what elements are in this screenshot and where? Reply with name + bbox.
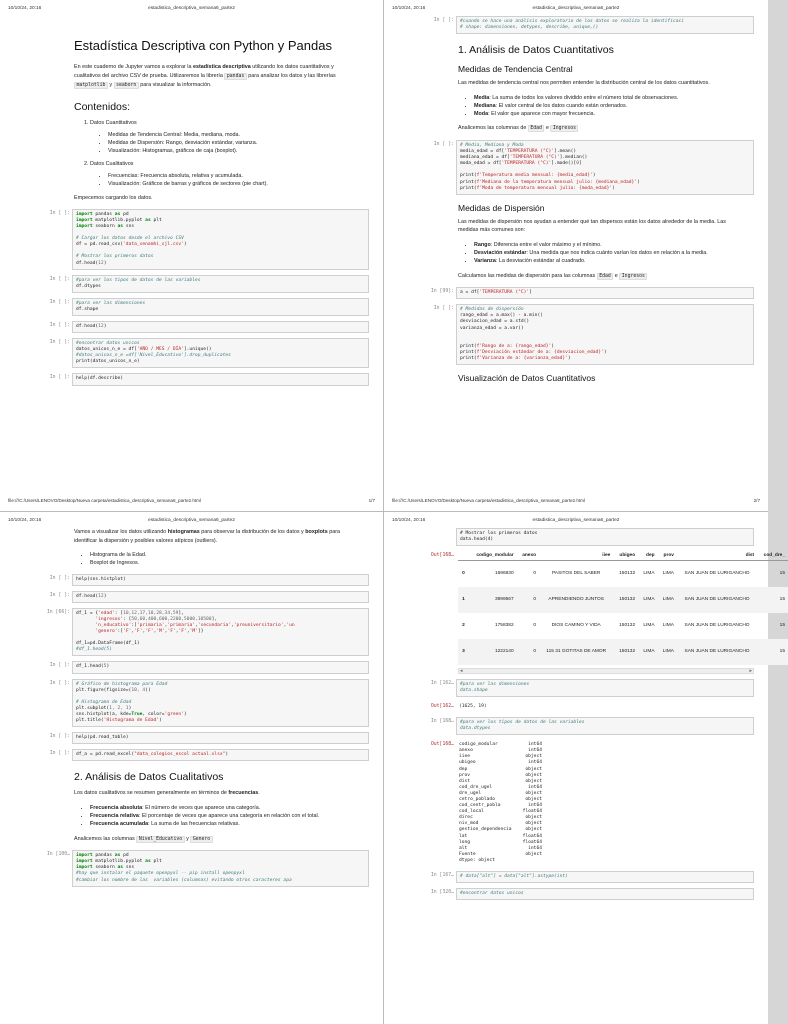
table-cell: LIMA [638,639,657,665]
table-cell: 0 [517,587,539,613]
code-editor[interactable]: #para ver los tipos de datos de las variables df.dtypes [72,275,369,293]
table-row [458,613,788,639]
code-cell[interactable]: In [ ]: #encontrar datos unicos datos_unicos_n_e = df['AÑO / MES / DÍA'].unique() #datos_unicos_n_e =df['Nivel_Educativo'].drop_duplicates print(datos_unicos_n_e) [30,338,369,368]
bullet-list [90,804,353,829]
table-cell: PASITOS DEL SABER [551,570,601,576]
code-editor[interactable]: #para ver los tipos de datos de las variables data.dtypes [456,717,754,735]
code-editor[interactable]: df_1 = {'edad': [10,12,17,18,28,34,59], 'ingresos': [50,60,400,600,2200,5000,10500], 'n_educativo':['primaria','primaria','secundaria','preuniversitario','un 'genero':['F','F','F','M','F','F','M']} df_1=pd.DataFrame(df_1) #df_1.head(5) [72,608,369,657]
list-item: • Medidas de Dispersión: Rango, desviación estándar, varianza. [108,139,353,147]
notebook-content: Vamos a visualizar los datos utilizando histogramas para observar la distribución de los datos y boxplots para identificar la dispersión y posibles valores atípicos (outliers). • Histograma de la Edad. • Boxplot de Ingresos. In [ ]: help(sns.histplot) In [ ]: df.head(12) In [66]: df_1 = {'edad': [10,12,17,18,28,34,59], 'ingresos': [50,60,400,600,2200,5000,10500], 'n_educativo':['primaria','primaria','secundaria','preuniversitario','un 'genero':['F','F','F','M','F','F','M']} df_1=pd.DataFrame(df_1) #df_1.head(5) In [ ]: df_1.head(5) In [ ]: # Gráfico de histograma para Edad plt.figure(figsize=(10, 4)) # Histograma de Edad plt.subplot(1, 2, 1) sns.histplot(a, kde=True, color='green') plt.title('Histograma de Edad') In [ ]: help(pd.read_table) In [ ]: df_a = pd.read_excel("data_colegios_escol actual.xlsx") 2. Análisis de Datos Cualitativos Los datos cualitativos se resumen generalmente en términos de frecuencias. • Frecuencia absoluta: El número de veces que aparece una categoría. • Frecuencia relativa: El porcentaje de veces que aparece una categoría en relación con el total. • Frecuencia acumulada: La suma de las frecuencias relativas. Analicemos las columnas Nivel_Educativo y Genero In [100… import pandas as pd import matplotlib.pyplot as plt import seaborn as sns #hay que instalar el paquete openpyxl -- pip install openpyxl #cambiar los nombre de las variables (columnas) evitando otros caracteres apa [30,528,369,1010]
code-cell[interactable]: In [ ]: df.head(12) [30,591,369,603]
code-cell[interactable]: In [ ]: # Gráfico de histograma para Edad plt.figure(figsize=(10, 4)) # Histograma de Edad plt.subplot(1, 2, 1) sns.histplot(a, kde=True, color='green') plt.title('Histograma de Edad') [30,679,369,728]
code-editor[interactable]: #cuando se hace una análisis exploratorio de los datos se realiza la identificaci # shape: dimensiones, detypes, describe, unique,() [456,16,754,34]
table-cell: 15 [779,570,785,576]
section-heading: 2. Análisis de Datos Cualitativos [74,771,224,784]
bullet-list [474,94,738,119]
code-editor[interactable]: a = df['TEMPERATURA (°C)'] [456,287,754,299]
shape-output: (1625, 19) [459,703,487,709]
code-editor[interactable]: # Mostrar los primeros datos data.head(4) [456,528,754,546]
dataframe-output [456,551,785,674]
table-cell: 1696830 [494,570,514,576]
table-cell: 150132 [613,587,638,613]
list-item: • Media: La suma de todos los valores dividido entre el número total de observaciones. [474,94,738,102]
list-item: • Boxplot de Ingresos. [90,559,353,567]
code-editor[interactable]: help(pd.read_table) [72,732,369,744]
output-cell: Out[168… codigo_modular int64 anexo int64 iiee object ubigeo int64 dep object prov object dist object cod_dre_ugel int64 dre_ugel object cetro_poblado object cod_centr_pobla int64 cod_local float64 direc object niv_mod object gestion_dependencia object lat float64 long float64 alt int64 Fuente object dtype: object [414,740,754,866]
column-header: cod_dre_ [757,551,788,561]
intro-paragraph: En este cuaderno de Jupyter vamos a explorar la estadística descriptiva utilizando los datos cuantitativos y cualitativos del archivo CSV de prueba. Utilizaremos la librería pandas para analizar los datos y las librerías matplotlib y seaborn para visualizar la información. [74,64,336,89]
dtypes-output: codigo_modular int64 anexo int64 iiee object ubigeo int64 dep object prov object dist object cod_dre_ugel int64 dre_ugel object cetro_poblado object cod_centr_pobla int64 cod_local float64 direc object niv_mod object gestion_dependencia object lat float64 long float64 alt int64 Fuente object dtype: object [459,742,542,863]
notebook-content: In [ ]: #cuando se hace una análisis exploratorio de los datos se realiza la identificaci # shape: dimensiones, detypes, describe, unique,() 1. Análisis de Datos Cuantitativos Medidas de Tendencia Central Las medidas de tendencia central nos permiten entender la distribución central de los datos cuantitativos. • Media: La suma de todos los valores dividido entre el número total de observaciones. • Mediana: El valor central de los datos cuando están ordenados. • Moda: El valor que aparece con mayor frecuencia. Analicemos las columnas de Edad e Ingresos In [ ]: # Media, Mediana y Moda media_edad = df['TEMPERATURA (°C)'].mean() mediana_edad = df['TEMPERATURA (°C)'].median() moda_edad = df['TEMPERATURA (°C)'].mode()[0] print(f'Temperatura media mensual: {media_edad}') print(f'Mediana de la temperatura mensual julio: {mediana_edad}') print(f'Moda de temperatura mensual julio: {moda_edad}') Medidas de Dispersión Las medidas de dispersión nos ayudan a entender qué tan dispersos están los datos alrededor de la media. Las medidas más comunes son: • Rango: Diferencia entre el valor máximo y el mínimo. • Desviación estándar: Una medida que nos indica cuánto varían los datos en relación a la media. • Varianza: La desviación estándar al cuadrado. Calculamos las medidas de dispersión para las columnas Edad e Ingresos In [99]: a = df['TEMPERATURA (°C)'] In [ ]: # Medidas de dispersión rango_edad = a.max() - a.min() desviacion_edad = a.std() varianza_edad = a.var() print(f'Rango de a: {rango_edad}') print(f'Desviación estándar de a: {desviacion_edad}') print(f'Varianza de a: {varianza_edad}') Visualización de Datos Cuantitativos [414,16,754,497]
list-item: • Mediana: El valor central de los datos cuando están ordenados. [474,102,738,110]
code-cell[interactable]: In [ ]: help(sns.histplot) [30,574,369,586]
code-editor[interactable]: help(df.describe) [72,373,369,385]
column-header: anexo [517,551,539,561]
code-cell[interactable]: In [ ]: # Media, Mediana y Moda media_edad = df['TEMPERATURA (°C)'].mean() mediana_edad = df['TEMPERATURA (°C)'].median() moda_edad = df['TEMPERATURA (°C)'].mode()[0] print(f'Temperatura media mensual: {media_edad}') print(f'Mediana de la temperatura mensual julio: {mediana_edad}') print(f'Moda de temperatura mensual julio: {moda_edad}') [414,140,754,195]
table-cell: 3 [458,639,468,665]
code-editor[interactable]: # Medidas de dispersión rango_edad = a.max() - a.min() desviacion_edad = a.std() varianza_edad = a.var() print(f'Rango de a: {rango_edad}') print(f'Desviación estándar de a: {desviacion_edad}') print(f'Varianza de a: {varianza_edad}') [456,304,754,365]
table-cell: 15 [779,622,785,628]
table-cell: DIOS CAMINO Y VIDA [551,622,601,628]
list-item: • Visualización: Histogramas, gráficos de caja (boxplot). [108,147,353,155]
code-editor[interactable]: import pandas as pd import matplotlib.pyplot as plt import seaborn as sns # Cargar los datos desde el archivo CSV df = pd.read_csv('data_senamhi_sjl.csv') # Mostrar los primeros datos df.head(12) [72,209,369,270]
code-cell[interactable]: In [168… #para ver los tipos de datos de las variables data.dtypes [414,717,754,735]
code-cell[interactable]: In [ ]: #para ver las dimensiones df.shape [30,298,369,316]
code-cell[interactable]: In [ ]: df_a = pd.read_excel("data_colegios_escol actual.xlsx") [30,749,369,761]
notebook-content [30,38,369,497]
list-item: • Desviación estándar: Una medida que nos indica cuánto varían los datos en relación a la media. [474,249,738,257]
page-header: 10/10/24, 20:16 estadistica_descriptiva_semana6_parte2 [8,6,235,11]
table-cell: 0 [533,622,537,628]
table-row [458,587,788,613]
page-header: 10/10/24, 20:16 estadistica_descriptiva_semana6_parte2 [392,518,620,523]
page-4 [384,512,785,1024]
table-cell: LIMA [643,622,655,628]
table-cell: LIMA [638,587,657,613]
table-cell: LIMA [658,639,677,665]
code-editor[interactable]: df_a = pd.read_excel("data_colegios_escol actual.xlsx") [72,749,369,761]
code-cell[interactable]: In [ ]: help(pd.read_table) [30,732,369,744]
table-cell: LIMA [658,587,677,613]
page-3 [0,512,384,1024]
subsection-heading: Medidas de Tendencia Central [458,64,573,75]
list-item: • Medidas de Tendencia Central: Media, mediana, moda. [108,131,353,139]
code-editor[interactable]: # data["alt"] = data["alt"].astype(int) [456,871,754,883]
table-cell: SAN JUAN DE LURIGANCHO [684,570,750,576]
scroll-left-icon[interactable]: ◂ [460,667,463,674]
table-cell: 150132 [613,639,638,665]
contents-heading: Contenidos: [74,100,131,113]
table-cell: 15 [757,587,788,613]
code-editor[interactable]: #para ver las dimensiones df.shape [72,298,369,316]
table-cell: 115 31 GOTITAS DE AMOR [539,639,613,665]
table-cell: LIMA [662,570,674,576]
code-cell[interactable]: In [ ]: # Medidas de dispersión rango_edad = a.max() - a.min() desviacion_edad = a.std() varianza_edad = a.var() print(f'Rango de a: {rango_edad}') print(f'Desviación estándar de a: {desviacion_edad}') print(f'Varianza de a: {varianza_edad}') [414,304,754,365]
column-header [458,551,468,561]
table-cell: SAN JUAN DE LURIGANCHO [677,587,757,613]
list-item: • Moda: El valor que aparece con mayor frecuencia. [474,110,738,118]
table-cell: SAN JUAN DE LURIGANCHO [684,622,750,628]
code-cell[interactable]: In [100… import pandas as pd import matplotlib.pyplot as plt import seaborn as sns #hay que instalar el paquete openpyxl -- pip install openpyxl #cambiar los nombre de las variables (columnas) evitando otros caracteres apa [30,850,369,886]
dataframe-table [458,551,788,665]
code-editor[interactable]: #encontrar datos unicos [456,888,754,900]
list-item: • Frecuencia acumulada: La suma de las frecuencias relativas. [90,820,353,828]
code-editor[interactable]: import pandas as pd import matplotlib.pyplot as plt import seaborn as sns #hay que instalar el paquete openpyxl -- pip install openpyxl #cambiar los nombre de las variables (columnas) evitando otros caracteres apa [72,850,369,886]
toc-item: 2. Datos Cualitativos • Frecuencias: Frecuencia absoluta, relativa y acumulada. • Visualización: Gráficos de barras y gráficos de sectores (pie chart). [90,160,353,189]
table-cell: SAN JUAN DE LURIGANCHO [677,639,757,665]
table-row [458,639,788,665]
bullet-list [474,241,738,266]
list-item: • Visualización: Gráficos de barras y gráficos de sectores (pie chart). [108,180,353,188]
notebook-title: Estadística Descriptiva con Python y Pandas [74,38,332,53]
column-header: ubigeo [613,551,638,561]
code-editor[interactable]: help(sns.histplot) [72,574,369,586]
table-cell: 0 [462,570,465,576]
section-heading: 1. Análisis de Datos Cuantitativos [458,44,614,57]
page-footer: file:///C:/Users/LENOVO/Desktop/Nueva carpeta/estadistica_descriptiva_semana6_parte2.html 2/7 [392,498,760,503]
notebook-content [414,528,785,1010]
column-header: prov [658,551,677,561]
code-editor[interactable]: #encontrar datos unicos datos_unicos_n_e = df['AÑO / MES / DÍA'].unique() #datos_unicos_n_e =df['Nivel_Educativo'].drop_duplicates print(datos_unicos_n_e) [72,338,369,368]
table-cell: 3999567 [468,587,517,613]
code-editor[interactable]: # Media, Mediana y Moda media_edad = df['TEMPERATURA (°C)'].mean() mediana_edad = df['TEMPERATURA (°C)'].median() moda_edad = df['TEMPERATURA (°C)'].mode()[0] print(f'Temperatura media mensual: {media_edad}') print(f'Mediana de la temperatura mensual julio: {mediana_edad}') print(f'Moda de temperatura mensual julio: {moda_edad}') [456,140,754,195]
code-editor[interactable]: # Gráfico de histograma para Edad plt.figure(figsize=(10, 4)) # Histograma de Edad plt.subplot(1, 2, 1) sns.histplot(a, kde=True, color='green') plt.title('Histograma de Edad') [72,679,369,728]
list-item: • Varianza: La desviación estándar al cuadrado. [474,257,738,265]
column-header: iiee [539,551,613,561]
table-cell: 1758382 [494,622,514,628]
code-cell[interactable]: In [ ]: df_1.head(5) [30,661,369,673]
code-cell[interactable]: In [ ]: #cuando se hace una análisis exploratorio de los datos se realiza la identificaci # shape: dimensiones, detypes, describe, unique,() [414,16,754,34]
list-item: • Frecuencia absoluta: El número de veces que aparece una categoría. [90,804,353,812]
code-editor[interactable]: #para ver las dimensiones data.shape [456,679,754,697]
table-cell: 1 [458,587,468,613]
table-cell: APRENDIENDO JUNTOS [539,587,613,613]
code-cell[interactable]: In [ ]: #para ver los tipos de datos de las variables df.dtypes [30,275,369,293]
code-editor[interactable]: df_1.head(5) [72,661,369,673]
subsection-heading: Visualización de Datos Cuantitativos [458,373,596,384]
output-cell: Out[168… codigo_modular anexo iiee ubigeo dep prov dist cod_dre_ 0 1696830 0 PASITOS DEL SABER 150132 LIMA LIMA SAN JUAN DE LURIGANCHO 15 1 3999567 0 APRENDIENDO JUNTOS 150132 LIMA LIMA SAN JUAN DE LURIGANCHO 15 2 1758382 0 DIOS CAMINO Y VIDA 150132 LIMA LIMA SAN JUAN DE LURIGANCHO 15 3 1222140 0 115 31 GOTITAS DE AMOR 150132 LIMA LIMA SAN JUAN DE LURIGANCHO 15 ◂ ▸ [414,551,754,674]
page-footer: file:///C:/Users/LENOVO/Desktop/Nueva carpeta/estadistica_descriptiva_semana6_parte2.html 1/7 [8,498,375,503]
table-cell: 2 [462,622,465,628]
bullet-list [90,551,353,567]
list-item: • Rango: Diferencia entre el valor máximo y el mínimo. [474,241,738,249]
table-cell: 0 [517,639,539,665]
start-paragraph: Empecemos cargando los datos. [74,195,153,202]
page-header: 10/10/24, 20:16 estadistica_descriptiva_semana6_parte2 [8,518,235,523]
code-cell[interactable]: In [ ]: help(df.describe) [30,373,369,385]
table-cell: 1222140 [468,639,517,665]
list-item: • Histograma de la Edad. [90,551,353,559]
table-row [458,561,788,587]
subsection-heading: Medidas de Dispersión [458,202,545,213]
code-editor[interactable]: df.head(12) [72,321,369,333]
table-cell: LIMA [662,622,674,628]
table-of-contents [90,119,353,188]
code-cell[interactable]: In [162… #para ver las dimensiones data.shape [414,679,754,697]
horizontal-scrollbar[interactable] [458,668,754,674]
code-cell[interactable]: In [320… #encontrar datos unicos [414,888,754,900]
scroll-right-icon[interactable]: ▸ [749,667,752,674]
code-cell[interactable]: In [66]: df_1 = {'edad': [10,12,17,18,28,34,59], 'ingresos': [50,60,400,600,2200,5000,10500], 'n_educativo':['primaria','primaria','secundaria','preuniversitario','un 'genero':['F','F','F','M','F','F','M']} df_1=pd.DataFrame(df_1) #df_1.head(5) [30,608,369,657]
list-item: • Frecuencia relativa: El porcentaje de veces que aparece una categoría en relación con el total. [90,812,353,820]
table-cell: 15 [757,639,788,665]
code-cell[interactable]: In [ ]: import pandas as pd import matplotlib.pyplot as plt import seaborn as sns # Cargar los datos desde el archivo CSV df = pd.read_csv('data_senamhi_sjl.csv') # Mostrar los primeros datos df.head(12) [30,209,369,270]
column-header: dep [638,551,657,561]
output-cell: Out[162… (1625, 19) [414,702,754,712]
page-2 [384,0,768,512]
page-1 [0,0,384,512]
table-cell: 0 [533,570,537,576]
column-header: dist [677,551,757,561]
toc-item: 1. Datos Cuantitativos • Medidas de Tendencia Central: Media, mediana, moda. • Medidas de Dispersión: Rango, desviación estándar, varianza. • Visualización: Histogramas, gráficos de caja (boxplot). [90,119,353,156]
table-cell: 150132 [619,622,636,628]
list-item: • Frecuencias: Frecuencia absoluta, relativa y acumulada. [108,172,353,180]
code-editor[interactable]: df.head(12) [72,591,369,603]
page-header: 10/10/24, 20:16 estadistica_descriptiva_semana6_parte2 [392,6,620,11]
code-cell[interactable]: In [167… # data["alt"] = data["alt"].astype(int) [414,871,754,883]
code-cell[interactable] [414,528,754,546]
code-cell[interactable]: In [99]: a = df['TEMPERATURA (°C)'] [414,287,754,299]
table-cell: LIMA [643,570,655,576]
table-cell: 150132 [619,570,636,576]
code-cell[interactable]: In [ ]: df.head(12) [30,321,369,333]
column-header: codigo_modular [468,551,517,561]
